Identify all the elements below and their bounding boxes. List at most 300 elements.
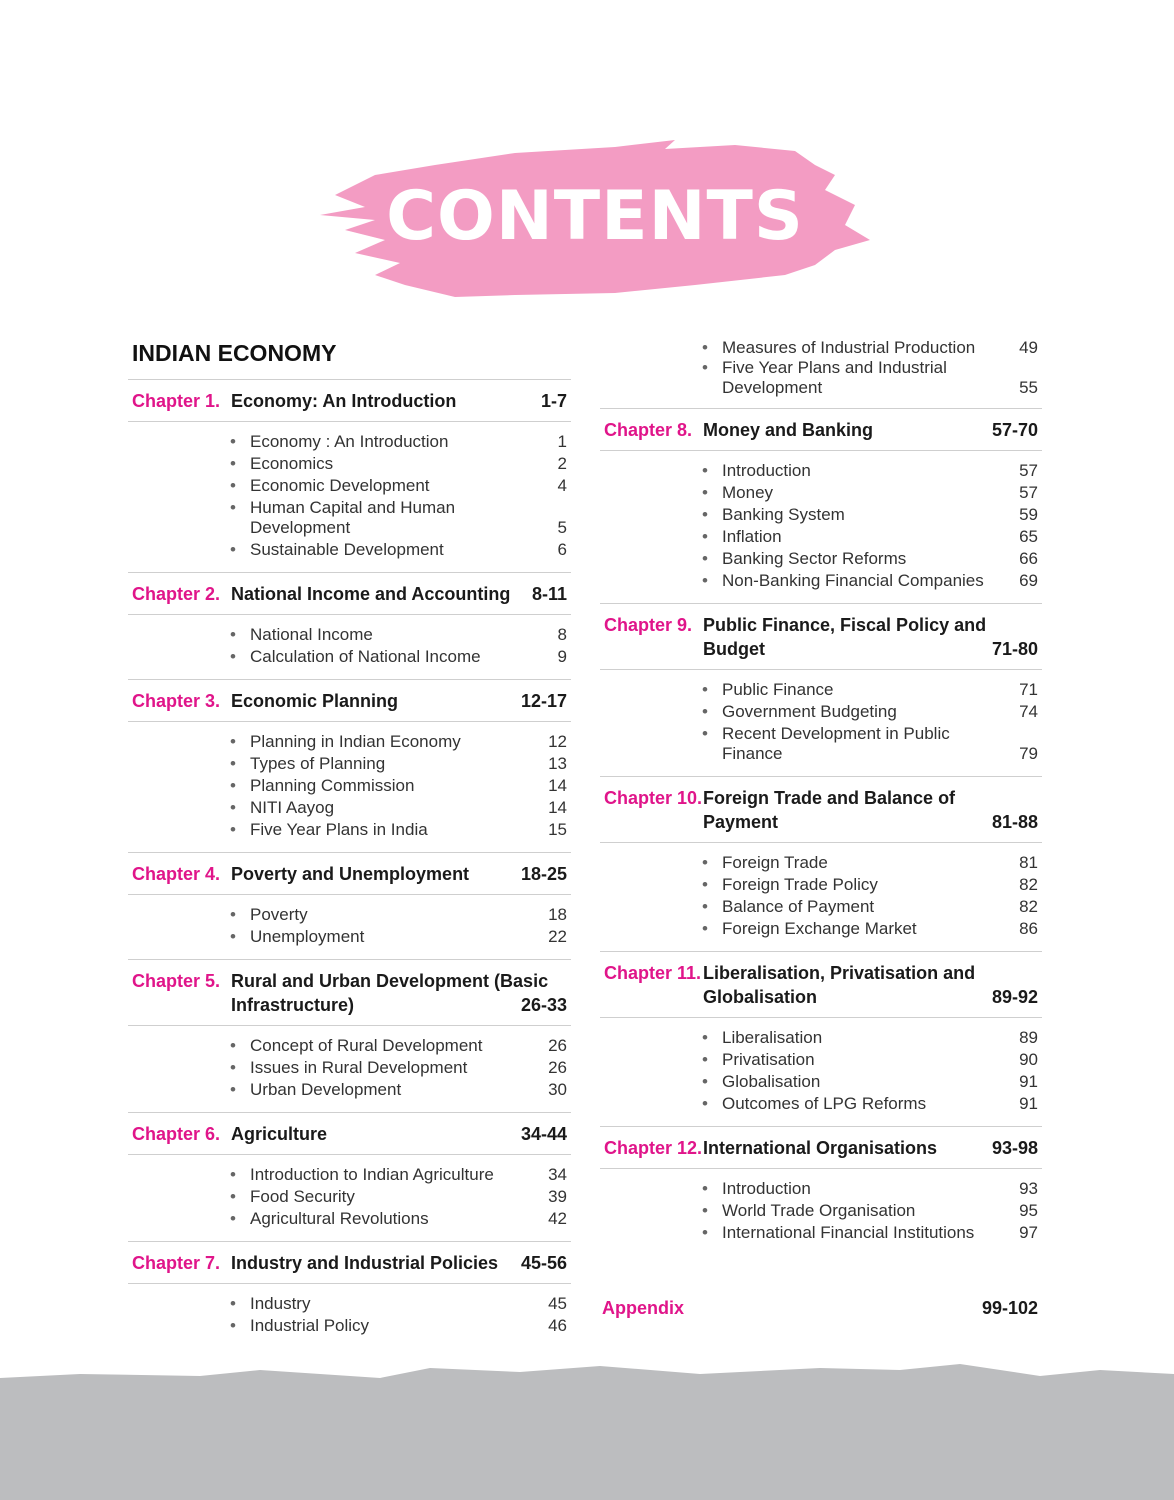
topic-item[interactable]: [230, 454, 567, 474]
chapter-title-text: Economy: An Introduction: [231, 391, 457, 411]
chapter-title-line: [703, 961, 1038, 985]
topic-page: 15: [548, 820, 567, 839]
chapter-pages: 45-56: [520, 1253, 567, 1273]
topic-text-line: Economy : An Introduction: [250, 432, 449, 451]
topic-item[interactable]: [702, 505, 1038, 525]
chapter-title-line: [231, 1122, 567, 1146]
topic-page: 14: [548, 798, 567, 817]
bullet-icon: •: [230, 454, 236, 473]
chapter-title-text: Agriculture: [231, 1124, 328, 1144]
topic-text-line: Introduction to Indian Agriculture: [250, 1165, 494, 1184]
topic-item[interactable]: [702, 1094, 1038, 1114]
chapter-label: Chapter 4.: [132, 864, 221, 884]
topic-text: [250, 625, 537, 645]
chapter-title: [231, 689, 567, 713]
bullet-icon: •: [702, 549, 708, 568]
topic-text-line: Industrial Policy: [250, 1316, 370, 1335]
bullet-icon: •: [230, 754, 236, 773]
bullet-icon: •: [702, 461, 708, 480]
topic-text-line: Five Year Plans in India: [250, 820, 428, 839]
topic-list: [600, 1169, 1042, 1255]
bullet-icon: •: [230, 905, 236, 924]
chapter-pages: 71-80: [991, 639, 1038, 659]
bullet-icon: •: [702, 1094, 708, 1113]
topic-text: [250, 1165, 537, 1185]
topic-text: [250, 820, 537, 840]
topic-list: [128, 1026, 571, 1112]
topic-text-line: Foreign Exchange Market: [722, 919, 917, 938]
appendix-pages: 99-102: [981, 1298, 1038, 1318]
bullet-icon: •: [230, 732, 236, 751]
chapter-label: Chapter 8.: [604, 420, 693, 440]
topic-item[interactable]: [230, 798, 567, 818]
chapter-pages: 26-33: [520, 995, 567, 1015]
topic-text-line: Sustainable Development: [250, 540, 444, 559]
chapter-block: [128, 1241, 571, 1348]
topic-item[interactable]: [702, 527, 1038, 547]
topic-text: [250, 1058, 537, 1078]
topic-page: 66: [1019, 549, 1038, 568]
topic-item[interactable]: [702, 875, 1038, 895]
topic-list: [600, 670, 1042, 776]
chapter-title: [231, 1122, 567, 1146]
topic-item[interactable]: [230, 820, 567, 840]
topic-page: 89: [1019, 1028, 1038, 1047]
chapter-title-line: [231, 389, 567, 413]
topic-text: [250, 476, 537, 496]
topic-page: 42: [548, 1209, 567, 1228]
topic-text: [250, 1080, 537, 1100]
chapter-title-text: Public Finance, Fiscal Policy and: [703, 615, 987, 635]
bullet-icon: •: [230, 798, 236, 817]
chapter-block: [600, 603, 1042, 776]
topic-item[interactable]: [702, 358, 1038, 398]
topic-page: 6: [557, 540, 567, 559]
topic-item[interactable]: [230, 540, 567, 560]
chapter-pages: 57-70: [991, 420, 1038, 440]
topic-text: [250, 454, 537, 474]
chapter-label: Chapter 1.: [132, 391, 221, 411]
topic-item[interactable]: [230, 754, 567, 774]
topic-item[interactable]: [702, 1179, 1038, 1199]
topic-text: [722, 1028, 1008, 1048]
topic-text-line: Human Capital and Human: [250, 498, 456, 517]
topic-page: 79: [1019, 744, 1038, 763]
chapter-pages: 93-98: [991, 1138, 1038, 1158]
chapter-title: [231, 582, 567, 606]
chapter-label: Chapter 3.: [132, 691, 221, 711]
chapter-row[interactable]: [600, 951, 1042, 1018]
chapter-title-text: National Income and Accounting: [231, 584, 511, 604]
bullet-icon: •: [230, 476, 236, 495]
topic-text-line: Planning in Indian Economy: [250, 732, 461, 751]
topic-page: 4: [557, 476, 567, 495]
topic-text: [250, 905, 537, 925]
chapter-row[interactable]: [128, 1241, 571, 1284]
topic-text-line: Measures of Industrial Production: [722, 338, 976, 357]
topic-page: 2: [557, 454, 567, 473]
chapter-title-text: Rural and Urban Development (Basic: [231, 971, 549, 991]
topic-text-line: Banking Sector Reforms: [722, 549, 907, 568]
topic-text: [722, 897, 1008, 917]
chapter-title-text: Globalisation: [703, 987, 818, 1007]
chapter-row[interactable]: [600, 776, 1042, 843]
topic-text: [722, 919, 1008, 939]
chapter-pages: 1-7: [540, 391, 567, 411]
topic-item[interactable]: [230, 1187, 567, 1207]
topic-page: 59: [1019, 505, 1038, 524]
chapter-row[interactable]: [128, 572, 571, 615]
topic-page: 1: [557, 432, 567, 451]
topic-item[interactable]: [230, 927, 567, 947]
topic-item[interactable]: [702, 853, 1038, 873]
chapter-title-line: [703, 810, 1038, 834]
topic-text: [250, 1316, 537, 1336]
topic-page: 91: [1019, 1094, 1038, 1113]
bullet-icon: •: [702, 1072, 708, 1091]
topic-text-line: Recent Development in Public: [722, 724, 950, 743]
topic-text-line: Five Year Plans and Industrial: [722, 358, 947, 377]
topic-text: [722, 571, 1008, 591]
topic-page: 95: [1019, 1201, 1038, 1220]
topic-text: [250, 1036, 537, 1056]
topic-item[interactable]: [702, 724, 1038, 764]
topic-item[interactable]: [702, 483, 1038, 503]
chapter-block: [600, 408, 1042, 603]
topic-text: [250, 754, 537, 774]
topic-page: 14: [548, 776, 567, 795]
topic-text-line: Planning Commission: [250, 776, 415, 795]
chapter-label: Chapter 6.: [132, 1124, 221, 1144]
topic-page: 13: [548, 754, 567, 773]
topic-page: 57: [1019, 461, 1038, 480]
bullet-icon: •: [230, 540, 236, 559]
bullet-icon: •: [702, 1179, 708, 1198]
topic-text-line: Economics: [250, 454, 334, 473]
topic-text: [722, 338, 1008, 358]
topic-list: [600, 451, 1042, 603]
topic-item[interactable]: [230, 1294, 567, 1314]
topic-item[interactable]: [702, 1201, 1038, 1221]
topic-text: [722, 1223, 1008, 1243]
topic-list: [128, 1155, 571, 1241]
chapter-title-line: [231, 582, 567, 606]
topic-item[interactable]: [702, 897, 1038, 917]
topic-item[interactable]: [702, 702, 1038, 722]
topic-text: [722, 853, 1008, 873]
topic-text: [722, 875, 1008, 895]
bullet-icon: •: [230, 1209, 236, 1228]
topic-text: [722, 549, 1008, 569]
topic-list: [128, 615, 571, 679]
left-column: [128, 379, 571, 1348]
bullet-icon: •: [230, 1036, 236, 1055]
topic-item[interactable]: [230, 647, 567, 667]
chapter-title-text: Liberalisation, Privatisation and: [703, 963, 976, 983]
topic-text-line: Development: [250, 518, 351, 537]
chapter-title-line: [231, 969, 567, 993]
chapter-row[interactable]: [600, 408, 1042, 451]
topic-item[interactable]: [702, 571, 1038, 591]
bullet-icon: •: [230, 647, 236, 666]
chapter-title-text: Economic Planning: [231, 691, 399, 711]
topic-text-line: Money: [722, 483, 774, 502]
topic-item[interactable]: [702, 1050, 1038, 1070]
bullet-icon: •: [702, 358, 708, 377]
chapter-pages: 89-92: [991, 987, 1038, 1007]
topic-page: 90: [1019, 1050, 1038, 1069]
topic-text: [250, 540, 537, 560]
topic-text: [722, 1201, 1008, 1221]
bullet-icon: •: [230, 625, 236, 644]
chapter-title-text: Poverty and Unemployment: [231, 864, 470, 884]
topic-item[interactable]: [230, 1058, 567, 1078]
chapter-title-line: [231, 1251, 567, 1275]
chapter-pages: 18-25: [520, 864, 567, 884]
chapter-title: [703, 961, 1038, 1009]
topic-text: [250, 647, 537, 667]
bullet-icon: •: [702, 1201, 708, 1220]
topic-text-line: Unemployment: [250, 927, 365, 946]
chapter-title: [231, 1251, 567, 1275]
bullet-icon: •: [702, 1050, 708, 1069]
bullet-icon: •: [230, 432, 236, 451]
topic-page: 12: [548, 732, 567, 751]
chapter-block: [128, 959, 571, 1112]
chapter-row[interactable]: [128, 679, 571, 722]
topic-text-line: Public Finance: [722, 680, 834, 699]
bullet-icon: •: [702, 853, 708, 872]
topic-item[interactable]: [702, 461, 1038, 481]
topic-page: 82: [1019, 897, 1038, 916]
topic-page: 45: [548, 1294, 567, 1313]
chapter-title-text: International Organisations: [703, 1138, 938, 1158]
topic-text: [250, 1294, 537, 1314]
chapter-title: [703, 613, 1038, 661]
continued-topic-list: [600, 338, 1042, 408]
chapter-row[interactable]: [128, 1112, 571, 1155]
bullet-icon: •: [702, 505, 708, 524]
bullet-icon: •: [230, 1080, 236, 1099]
contents-banner: [315, 135, 875, 300]
topic-item[interactable]: [702, 1028, 1038, 1048]
topic-item[interactable]: [230, 1209, 567, 1229]
bullet-icon: •: [702, 897, 708, 916]
chapter-title-line: [703, 985, 1038, 1009]
topic-item[interactable]: [702, 680, 1038, 700]
topic-text-line: Globalisation: [722, 1072, 821, 1091]
chapter-pages: 12-17: [520, 691, 567, 711]
topic-item[interactable]: [702, 549, 1038, 569]
topic-text: [722, 505, 1008, 525]
topic-text-line: Economic Development: [250, 476, 430, 495]
topic-text-line: Introduction: [722, 461, 811, 480]
topic-page: 5: [557, 518, 567, 537]
chapter-pages: 81-88: [991, 812, 1038, 832]
chapter-label: Chapter 10.: [604, 788, 703, 808]
appendix-row[interactable]: [602, 1298, 1038, 1319]
topic-list: [128, 1284, 571, 1348]
topic-text-line: World Trade Organisation: [722, 1201, 916, 1220]
chapter-row[interactable]: [128, 852, 571, 895]
topic-page: 18: [548, 905, 567, 924]
chapter-title: [703, 418, 1038, 442]
topic-page: 57: [1019, 483, 1038, 502]
topic-text: [722, 358, 1008, 398]
topic-text: [722, 680, 1008, 700]
topic-list: [128, 895, 571, 959]
chapter-title: [231, 389, 567, 413]
topic-item[interactable]: [230, 432, 567, 452]
topic-page: 34: [548, 1165, 567, 1184]
bullet-icon: •: [230, 927, 236, 946]
bullet-icon: •: [702, 527, 708, 546]
topic-text-line: Poverty: [250, 905, 308, 924]
bullet-icon: •: [702, 483, 708, 502]
bullet-icon: •: [230, 1294, 236, 1313]
topic-text-line: International Financial Institutions: [722, 1223, 975, 1242]
bullet-icon: •: [702, 1223, 708, 1242]
topic-item[interactable]: [702, 338, 1038, 358]
topic-text-line: Types of Planning: [250, 754, 386, 773]
topic-text: [250, 1187, 537, 1207]
topic-item[interactable]: [702, 1072, 1038, 1092]
bullet-icon: •: [702, 919, 708, 938]
topic-text: [722, 702, 1008, 722]
topic-page: 55: [1019, 378, 1038, 397]
topic-text: [250, 776, 537, 796]
contents-heading: CONTENTS: [386, 177, 804, 256]
topic-page: 97: [1019, 1223, 1038, 1242]
chapter-block: [600, 776, 1042, 951]
chapter-title-text: Payment: [703, 812, 779, 832]
topic-text: [250, 1209, 537, 1229]
topic-text-line: Agricultural Revolutions: [250, 1209, 429, 1228]
chapter-label: Chapter 9.: [604, 615, 693, 635]
topic-text-line: Banking System: [722, 505, 845, 524]
topic-text-line: Development: [722, 378, 823, 397]
topic-text-line: Foreign Trade: [722, 853, 828, 872]
chapter-label: Chapter 5.: [132, 971, 221, 991]
topic-item[interactable]: [230, 625, 567, 645]
topic-item[interactable]: [230, 1165, 567, 1185]
topic-page: 91: [1019, 1072, 1038, 1091]
bullet-icon: •: [230, 1058, 236, 1077]
topic-text-line: Calculation of National Income: [250, 647, 481, 666]
topic-list: [128, 722, 571, 852]
bullet-icon: •: [702, 702, 708, 721]
topic-text: [250, 732, 537, 752]
topic-list: [600, 1018, 1042, 1126]
topic-page: 9: [557, 647, 567, 666]
chapter-label: Chapter 7.: [132, 1253, 221, 1273]
bullet-icon: •: [702, 875, 708, 894]
topic-page: 69: [1019, 571, 1038, 590]
topic-item[interactable]: [230, 732, 567, 752]
topic-page: 39: [548, 1187, 567, 1206]
topic-text: [722, 1050, 1008, 1070]
bullet-icon: •: [230, 776, 236, 795]
topic-text-line: Industry: [250, 1294, 311, 1313]
chapter-title-line: [703, 786, 1038, 810]
chapter-row[interactable]: [128, 959, 571, 1026]
topic-text: [722, 1094, 1008, 1114]
topic-page: 8: [557, 625, 567, 644]
topic-text: [722, 724, 1008, 764]
chapter-label: Chapter 11.: [604, 963, 702, 983]
topic-text: [250, 498, 537, 538]
chapter-row[interactable]: [128, 379, 571, 422]
topic-item[interactable]: [230, 776, 567, 796]
chapter-label: Chapter 12.: [604, 1138, 703, 1158]
topic-item[interactable]: [230, 1080, 567, 1100]
topic-text-line: Privatisation: [722, 1050, 815, 1069]
chapter-title-text: Budget: [703, 639, 765, 659]
topic-text-line: Concept of Rural Development: [250, 1036, 483, 1055]
chapter-title-line: [231, 862, 567, 886]
chapter-row[interactable]: [600, 1126, 1042, 1169]
right-column: [600, 338, 1042, 1255]
bullet-icon: •: [702, 680, 708, 699]
chapter-block: [600, 1126, 1042, 1255]
topic-item[interactable]: [230, 1316, 567, 1336]
topic-text-line: Finance: [722, 744, 783, 763]
topic-list: [128, 422, 571, 572]
chapter-block: [128, 852, 571, 959]
topic-item[interactable]: [702, 919, 1038, 939]
topic-text-line: NITI Aayog: [250, 798, 335, 817]
topic-text: [250, 798, 537, 818]
chapter-title-line: [231, 689, 567, 713]
topic-item[interactable]: [230, 1036, 567, 1056]
topic-text: [250, 432, 537, 452]
topic-text: [722, 527, 1008, 547]
chapter-row[interactable]: [600, 603, 1042, 670]
topic-text-line: Balance of Payment: [722, 897, 875, 916]
topic-item[interactable]: [702, 1223, 1038, 1243]
chapter-title-text: Infrastructure): [231, 995, 355, 1015]
topic-item[interactable]: [230, 905, 567, 925]
section-title: INDIAN ECONOMY: [132, 340, 337, 366]
topic-item[interactable]: [230, 498, 567, 538]
topic-page: 74: [1019, 702, 1038, 721]
chapter-title-line: [703, 418, 1038, 442]
topic-page: 49: [1019, 338, 1038, 357]
topic-text: [722, 461, 1008, 481]
topic-page: 81: [1019, 853, 1038, 872]
chapter-title-line: [703, 1136, 1038, 1160]
topic-text-line: Non-Banking Financial Companies: [722, 571, 984, 590]
topic-text: [722, 483, 1008, 503]
topic-text-line: Outcomes of LPG Reforms: [722, 1094, 927, 1113]
topic-item[interactable]: [230, 476, 567, 496]
topic-text-line: Liberalisation: [722, 1028, 823, 1047]
chapter-label: Chapter 2.: [132, 584, 221, 604]
chapter-title: [703, 786, 1038, 834]
topic-page: 65: [1019, 527, 1038, 546]
chapter-block: [600, 951, 1042, 1126]
footer-brush-band: [0, 1360, 1174, 1500]
topic-text-line: Foreign Trade Policy: [722, 875, 878, 894]
chapter-pages: 34-44: [520, 1124, 567, 1144]
topic-text-line: Inflation: [722, 527, 782, 546]
bullet-icon: •: [230, 498, 236, 517]
chapter-title-line: [703, 637, 1038, 661]
bullet-icon: •: [230, 820, 236, 839]
topic-page: 26: [548, 1058, 567, 1077]
chapter-block: [128, 679, 571, 852]
topic-page: 30: [548, 1080, 567, 1099]
